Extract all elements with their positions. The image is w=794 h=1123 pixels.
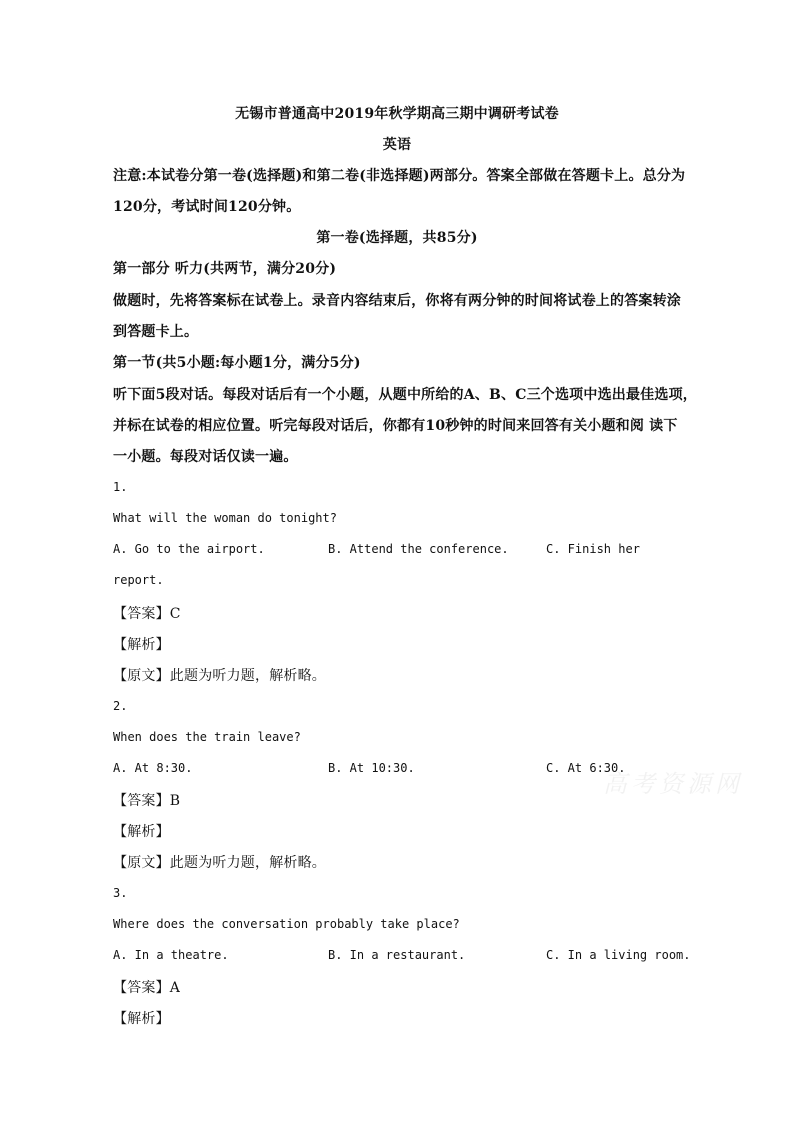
option-c: C. Finish her (546, 542, 640, 556)
analysis: 【解析】 (113, 637, 170, 653)
question-stem: What will the woman do tonight? (113, 511, 337, 525)
question-number: 3. (113, 886, 128, 900)
question-number: 2. (113, 699, 128, 713)
subject-title: 英语 (382, 137, 412, 153)
section-instruction-line-2: 并标在试卷的相应位置。听完每段对话后，你都有10秒钟的时间来回答有关小题和阅 读下 (113, 418, 678, 434)
answer: 【答案】B (113, 793, 181, 809)
option-c: C. In a living room. (546, 948, 691, 962)
question-stem: When does the train leave? (113, 730, 301, 744)
section-instruction-line-3: 一小题。每段对话仅读一遍。 (113, 449, 298, 465)
question-number: 1. (113, 480, 128, 494)
section-instruction-line-1: 听下面5段对话。每段对话后有一个小题，从题中所给的A、B、C三个选项中选出最佳选项， (113, 387, 697, 403)
option-c: C. At 6:30. (546, 761, 626, 775)
part-title: 第一部分 听力(共两节，满分20分) (113, 261, 337, 277)
original-text: 【原文】此题为听力题，解析略。 (113, 855, 326, 871)
option-c-continued: report. (113, 573, 164, 587)
analysis: 【解析】 (113, 824, 170, 840)
volume-title: 第一卷(选择题，共85分) (316, 230, 478, 246)
option-b: B. In a restaurant. (328, 948, 466, 962)
answer: 【答案】A (113, 980, 181, 996)
notice-line-2: 120分，考试时间120分钟。 (113, 199, 301, 215)
option-b: B. Attend the conference. (328, 542, 509, 556)
option-a: A. At 8:30. (113, 761, 193, 775)
section-title: 第一节(共5小题:每小题1分，满分5分) (113, 355, 361, 371)
option-a: A. Go to the airport. (113, 542, 265, 556)
question-stem: Where does the conversation probably take place? (113, 917, 460, 931)
analysis: 【解析】 (113, 1011, 170, 1027)
instruction-line-1: 做题时，先将答案标在试卷上。录音内容结束后，你将有两分钟的时间将试卷上的答案转涂 (113, 293, 681, 309)
notice-line-1: 注意:本试卷分第一卷(选择题)和第二卷(非选择题)两部分。答案全部做在答题卡上。总分为 (113, 168, 686, 184)
watermark: 高考资源网 (603, 770, 743, 798)
answer: 【答案】C (113, 606, 181, 622)
original-text: 【原文】此题为听力题，解析略。 (113, 668, 326, 684)
option-a: A. In a theatre. (113, 948, 229, 962)
option-b: B. At 10:30. (328, 761, 415, 775)
exam-title: 无锡市普通高中2019年秋学期高三期中调研考试卷 (235, 106, 559, 122)
instruction-line-2: 到答题卡上。 (113, 324, 199, 340)
